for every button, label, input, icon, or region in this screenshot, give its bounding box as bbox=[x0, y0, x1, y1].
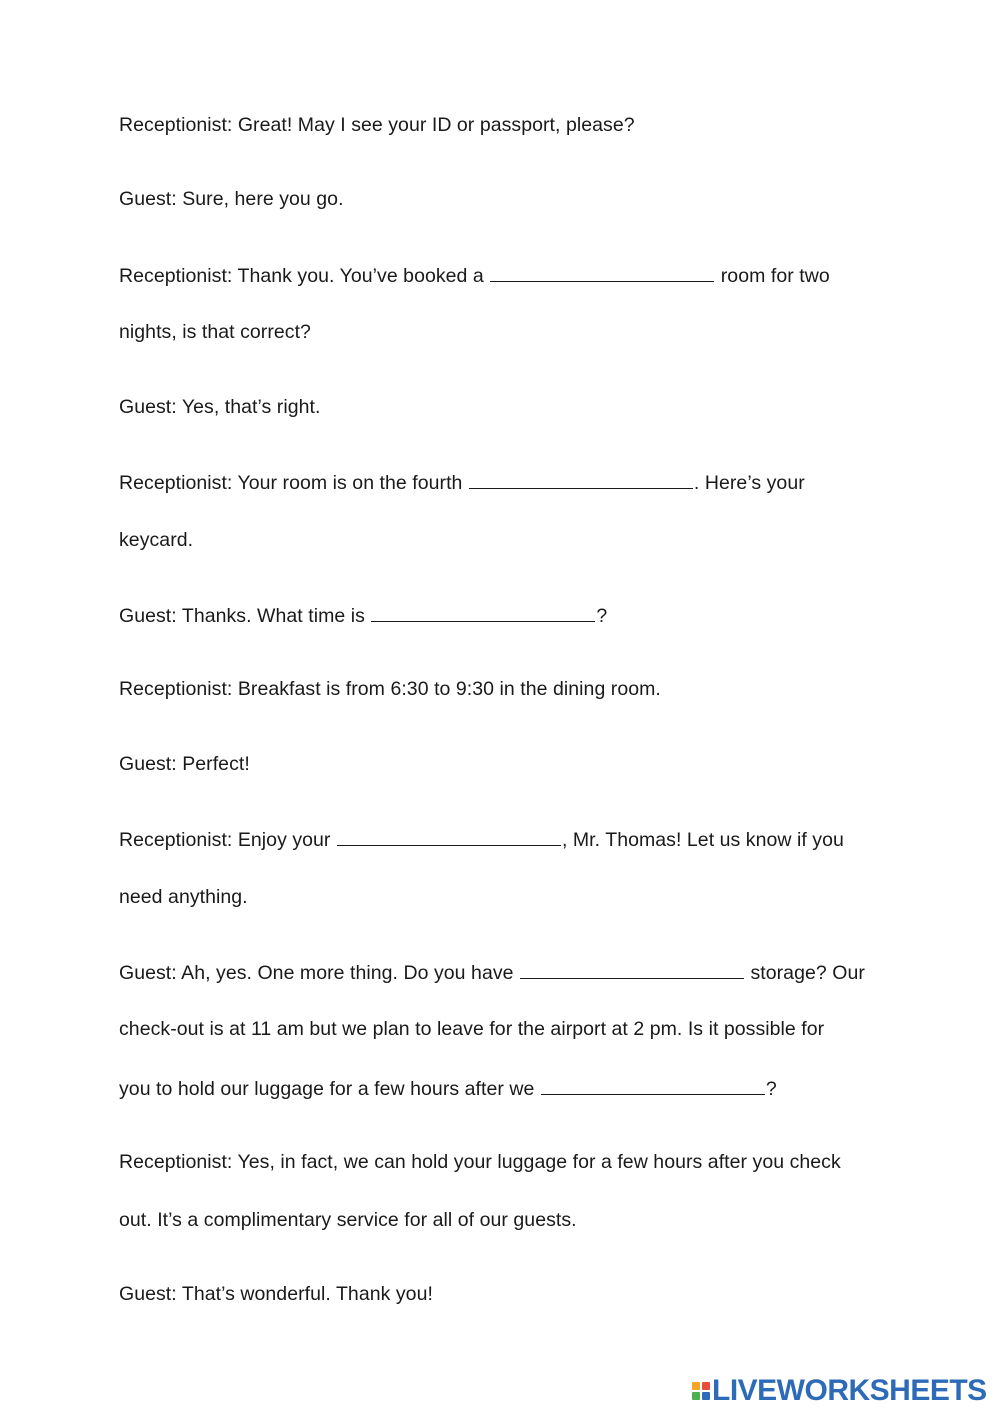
dialogue-line-16: Receptionist: Yes, in fact, we can hold your luggage for a few hours after you check bbox=[119, 1151, 841, 1173]
answer-blank-4[interactable] bbox=[337, 826, 561, 846]
dialogue-line-15: you to hold our luggage for a few hours after we ? bbox=[119, 1075, 777, 1101]
dialogue-line-5: Guest: Yes, that’s right. bbox=[119, 396, 321, 418]
dialogue-line-3: Receptionist: Thank you. You’ve booked a room for two bbox=[119, 262, 830, 288]
dialogue-line-18: Guest: That’s wonderful. Thank you! bbox=[119, 1283, 433, 1305]
logo-square-1 bbox=[692, 1382, 700, 1390]
dialogue-line-10: Guest: Perfect! bbox=[119, 753, 250, 775]
dialogue-line-17: out. It’s a complimentary service for all of our guests. bbox=[119, 1209, 577, 1231]
liveworksheets-logo-text: LIVEWORKSHEETS bbox=[712, 1374, 987, 1407]
dialogue-line-6: Receptionist: Your room is on the fourth . Here’s your bbox=[119, 469, 805, 495]
dialogue-line-1: Receptionist: Great! May I see your ID or passport, please? bbox=[119, 114, 635, 136]
logo-square-4 bbox=[702, 1392, 710, 1400]
answer-blank-1[interactable] bbox=[490, 262, 714, 282]
dialogue-line-9: Receptionist: Breakfast is from 6:30 to 9:30 in the dining room. bbox=[119, 678, 661, 700]
dialogue-line-2: Guest: Sure, here you go. bbox=[119, 188, 344, 210]
logo-square-3 bbox=[692, 1392, 700, 1400]
answer-blank-6[interactable] bbox=[541, 1075, 765, 1095]
dialogue-line-7: keycard. bbox=[119, 529, 194, 551]
dialogue-line-11: Receptionist: Enjoy your , Mr. Thomas! Let us know if you bbox=[119, 826, 844, 852]
dialogue-line-8: Guest: Thanks. What time is ? bbox=[119, 602, 607, 628]
answer-blank-5[interactable] bbox=[520, 959, 744, 979]
dialogue-line-4: nights, is that correct? bbox=[119, 321, 311, 343]
liveworksheets-logo-icon bbox=[692, 1382, 710, 1400]
dialogue-line-14: check-out is at 11 am but we plan to leave for the airport at 2 pm. Is it possible for bbox=[119, 1018, 825, 1040]
logo-square-2 bbox=[702, 1382, 710, 1390]
dialogue-line-13: Guest: Ah, yes. One more thing. Do you have storage? Our bbox=[119, 959, 865, 985]
dialogue-line-12: need anything. bbox=[119, 886, 248, 908]
answer-blank-2[interactable] bbox=[469, 469, 693, 489]
liveworksheets-logo bbox=[692, 1374, 987, 1408]
answer-blank-3[interactable] bbox=[371, 602, 595, 622]
